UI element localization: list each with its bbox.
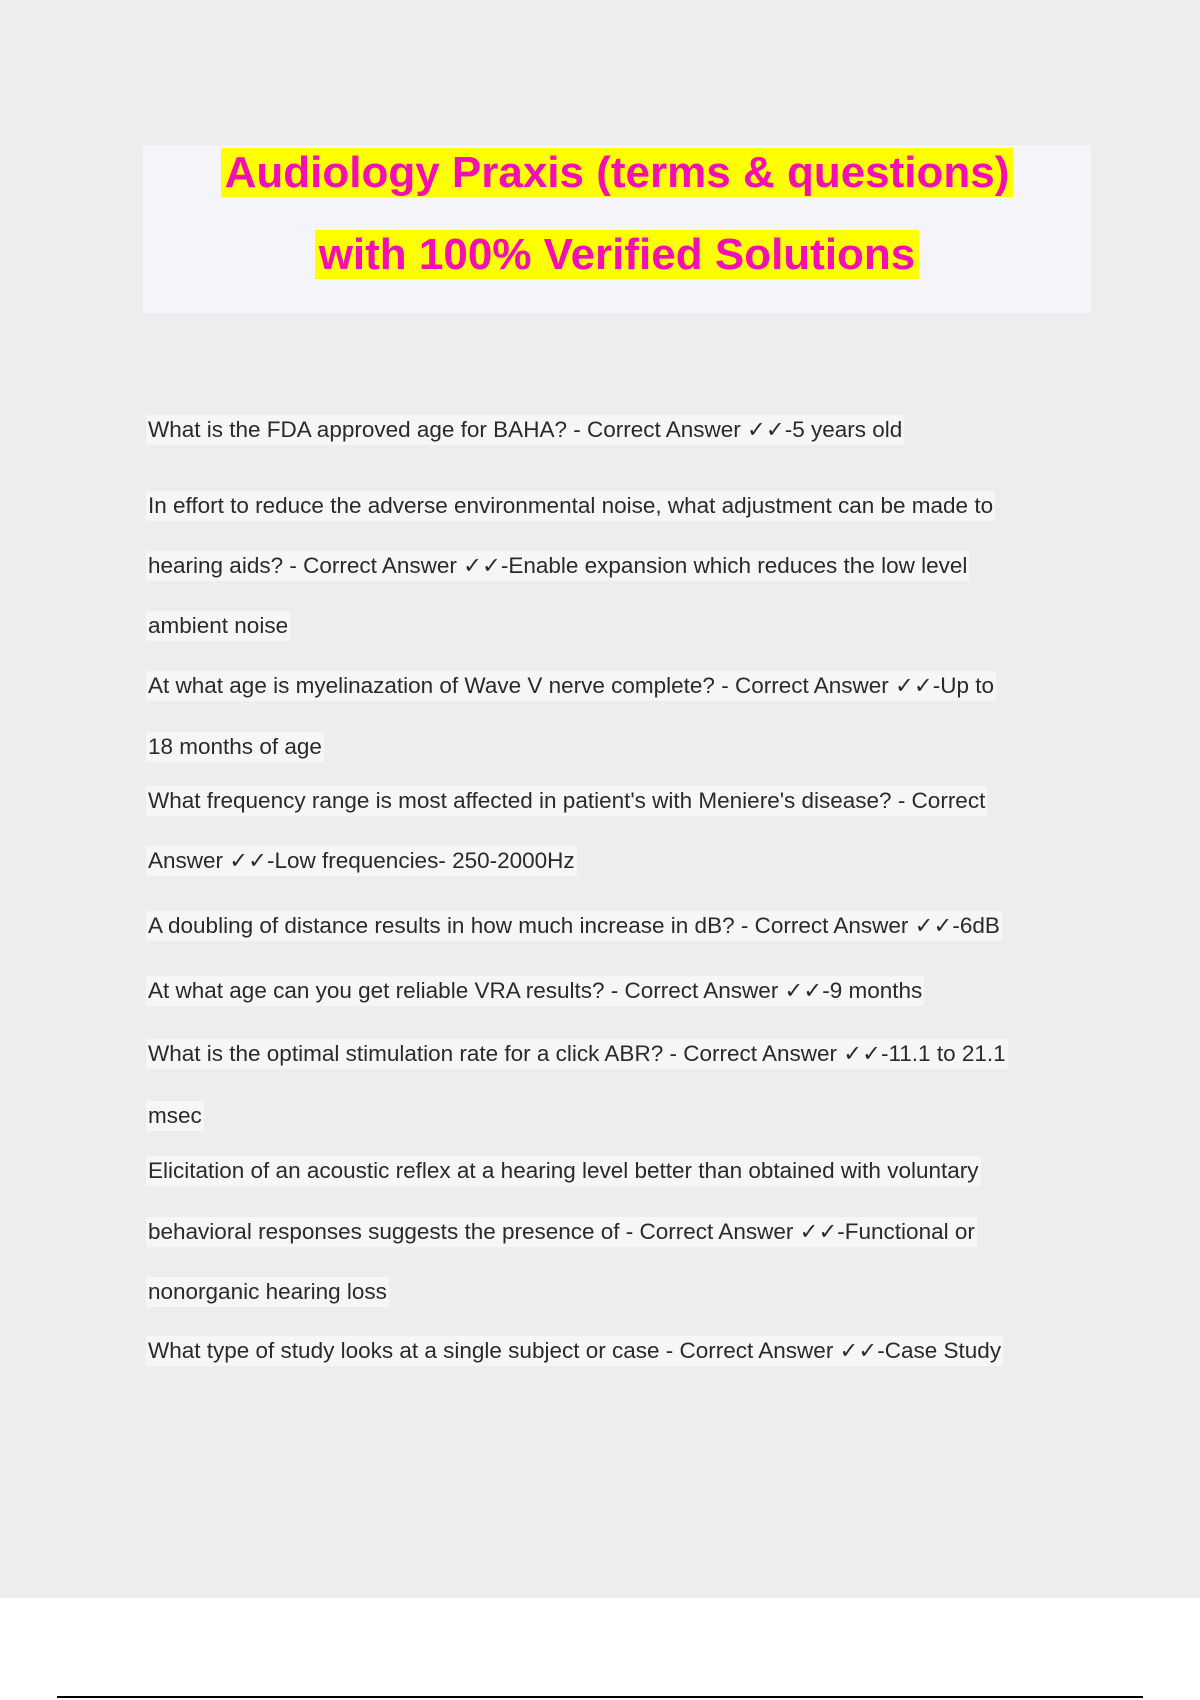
text-line: hearing aids? - Correct Answer ✓✓-Enable expansion which reduces the low level bbox=[146, 551, 969, 581]
title-text-2: with 100% Verified Solutions bbox=[315, 230, 920, 279]
text-line: Elicitation of an acoustic reflex at a hearing level better than obtained with voluntary bbox=[146, 1156, 981, 1186]
text-line: What is the FDA approved age for BAHA? - Correct Answer ✓✓-5 years old bbox=[146, 415, 904, 445]
text-line: nonorganic hearing loss bbox=[146, 1277, 389, 1307]
text-line: Answer ✓✓-Low frequencies- 250-2000Hz bbox=[146, 846, 577, 876]
text-line: What is the optimal stimulation rate for a click ABR? - Correct Answer ✓✓-11.1 to 21.1 bbox=[146, 1039, 1008, 1069]
document-title-line-2 bbox=[143, 227, 1091, 283]
text-line: At what age is myelinazation of Wave V nerve complete? - Correct Answer ✓✓-Up to bbox=[146, 671, 996, 701]
document-title-line-1 bbox=[143, 145, 1091, 201]
text-line: behavioral responses suggests the presence of - Correct Answer ✓✓-Functional or bbox=[146, 1217, 977, 1247]
title-text-1: Audiology Praxis (terms & questions) bbox=[221, 148, 1014, 197]
text-line: 18 months of age bbox=[146, 732, 324, 762]
text-line: In effort to reduce the adverse environmental noise, what adjustment can be made to bbox=[146, 491, 995, 521]
text-line: A doubling of distance results in how much increase in dB? - Correct Answer ✓✓-6dB bbox=[146, 911, 1002, 941]
text-line: What frequency range is most affected in patient's with Meniere's disease? - Correct bbox=[146, 786, 987, 816]
footer-rule bbox=[57, 1696, 1143, 1698]
title-block bbox=[143, 145, 1091, 313]
text-line: At what age can you get reliable VRA results? - Correct Answer ✓✓-9 months bbox=[146, 976, 924, 1006]
text-line: What type of study looks at a single subject or case - Correct Answer ✓✓-Case Study bbox=[146, 1336, 1003, 1366]
text-line: msec bbox=[146, 1101, 204, 1131]
text-line: ambient noise bbox=[146, 611, 290, 641]
